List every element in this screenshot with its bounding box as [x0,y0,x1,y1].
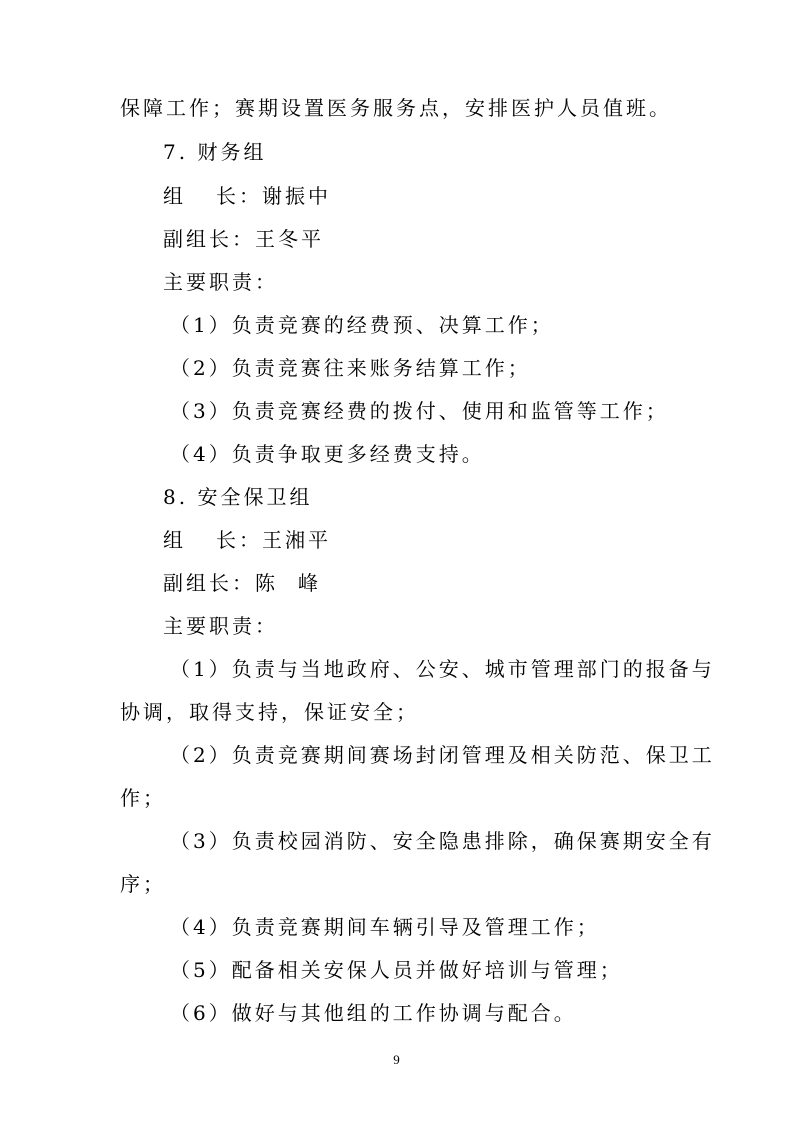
section-8-duty-2-line-1: （2）负责竞赛期间赛场封闭管理及相关防范、保卫工 [170,743,715,767]
leader-name: 谢振中 [262,184,331,208]
paragraph-continuation: 保障工作；赛期设置医务服务点，安排医护人员值班。 [120,96,672,120]
section-7-duty-3: （3）负责竞赛经费的拨付、使用和监管等工作； [170,399,669,423]
deputy-label: 副组长： [163,571,255,595]
deputy-name-part-b: 峰 [298,571,321,595]
section-8-heading: 8. 安全保卫组 [163,485,313,509]
section-8-duty-1-line-2: 协调，取得支持，保证安全； [120,700,419,724]
leader-label-part-b: 长： [216,184,262,208]
page-number: 9 [393,1052,400,1067]
section-8-duty-3-line-2: 序； [120,872,166,896]
section-8-leader [163,528,331,552]
deputy-name-part-a: 陈 [255,571,278,595]
section-7-duties-label: 主要职责： [163,270,278,294]
section-8-duty-3-line-1: （3）负责校园消防、安全隐患排除，确保赛期安全有 [170,829,715,853]
section-8-duty-5: （5）配备相关安保人员并做好培训与管理； [170,958,623,982]
leader-label-part-b: 长： [216,528,262,552]
section-7-heading: 7. 财务组 [163,140,267,164]
section-7-duty-4: （4）负责争取更多经费支持。 [170,442,485,466]
section-8-deputy [163,571,321,595]
section-8-duty-4: （4）负责竞赛期间车辆引导及管理工作； [170,915,600,939]
deputy-name: 王冬平 [255,227,324,251]
leader-label-part-a: 组 [163,528,186,552]
section-8-duties-label: 主要职责： [163,614,278,638]
section-8-duty-2-line-2: 作； [120,786,166,810]
leader-name: 王湘平 [262,528,331,552]
section-8-duty-6: （6）做好与其他组的工作协调与配合。 [170,1001,577,1025]
section-7-duty-1: （1）负责竞赛的经费预、决算工作； [170,313,554,337]
section-7-duty-2: （2）负责竞赛往来账务结算工作； [170,356,531,380]
deputy-label: 副组长： [163,227,255,251]
leader-label-part-a: 组 [163,184,186,208]
section-7-leader [163,184,331,208]
section-8-duty-1-line-1: （1）负责与当地政府、公安、城市管理部门的报备与 [170,657,715,681]
section-7-deputy [163,227,324,251]
